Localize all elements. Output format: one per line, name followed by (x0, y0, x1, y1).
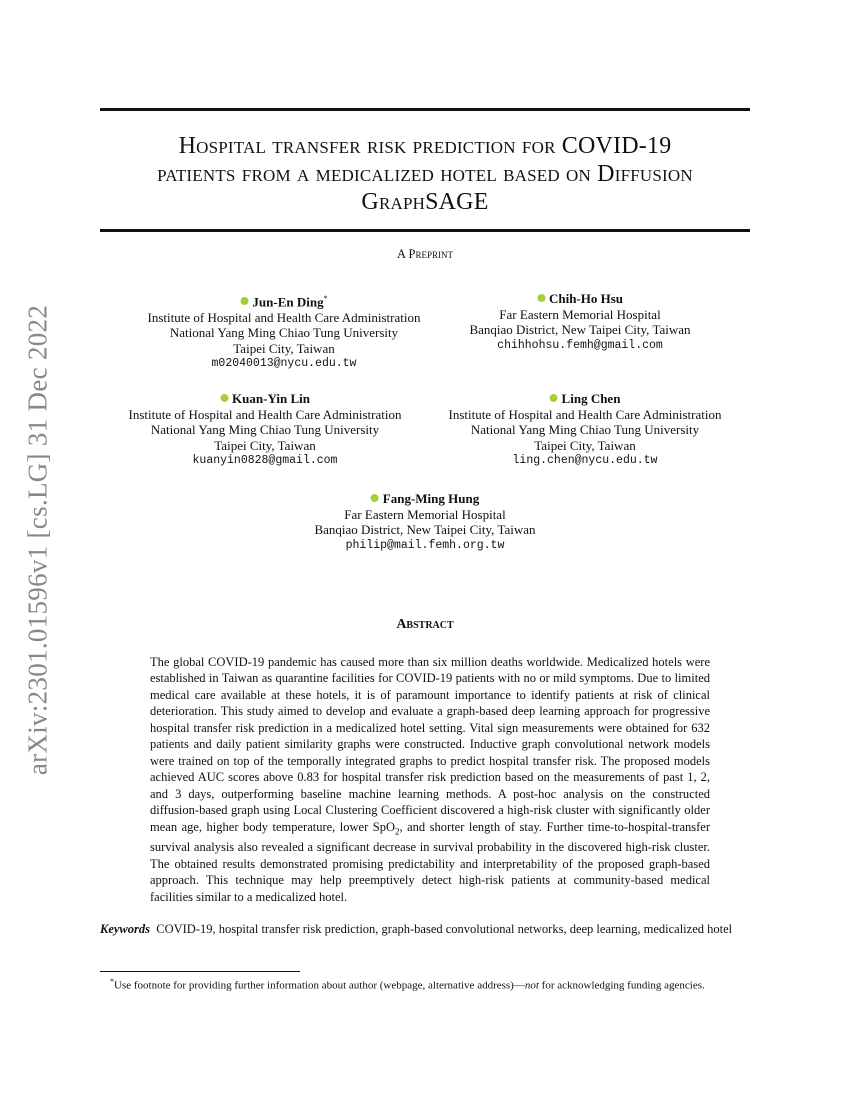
affiliation: Banqiao District, New Taipei City, Taiwan (469, 322, 691, 337)
keywords-text: COVID-19, hospital transfer risk prediction, graph-based convolutional networks, deep learning, medicalized hotel (156, 922, 733, 936)
author-email[interactable]: philip@mail.femh.org.tw (345, 538, 505, 552)
footnote-mark: * (323, 294, 328, 303)
arxiv-identifier: arXiv:2301.01596v1 [cs.LG] 31 Dec 2022 (22, 304, 53, 776)
author-block (314, 491, 535, 553)
footnote-rule (100, 971, 300, 972)
orcid-icon[interactable] (371, 494, 379, 502)
footnote-text: for acknowledging funding agencies. (538, 979, 705, 992)
affiliation: Far Eastern Memorial Hospital (499, 306, 661, 322)
footnote-text: Use footnote for providing further information about author (webpage, alternative address)— (114, 979, 525, 992)
title-line: patients from a medicalized hotel based on Diffusion (157, 161, 693, 187)
preprint-label: A Preprint (397, 247, 453, 261)
title-line: Hospital transfer risk prediction for COVID-19 (178, 133, 672, 159)
orcid-icon[interactable] (550, 394, 558, 402)
affiliation: Taipei City, Taiwan (534, 437, 636, 453)
author-block (148, 291, 421, 372)
orcid-icon[interactable] (220, 394, 228, 402)
author-name: Jun-En Ding (252, 294, 324, 310)
affiliation: National Yang Ming Chiao Tung University (470, 422, 700, 437)
affiliation: Far Eastern Memorial Hospital (344, 506, 506, 522)
top-rule (100, 108, 750, 111)
abstract-text: The global COVID-19 pandemic has caused more than six million deaths worldwide. Medicalized hotels were established in Taiwan as quarantine facilities for COVID-19 patients with no or mild symptoms. Due to limited medical care available at these hotels, it is of paramount importance to identify patients at risk of clinical deterioration. This study aimed to develop and evaluate a graph-based deep learning approach for progressive hospital transfer risk prediction in a medicalized hotel setting. Vital sign measurements were obtained for 632 patients and daily patient similarity graphs were constructed. Inductive graph convolutional network models were trained on top of the temporally integrated graphs to predict hospital transfer risk. The proposed models achieved AUC scores above 0.83 for hospital transfer risk prediction based on the measurements of past 1, 2, and 3 days, outperforming baseline machine learning methods. A post-hoc analysis on the constructed diffusion-based graph using Local Clustering Coefficient discovered a high-risk cluster with significantly older mean age, higher body temperature, lower SpO (150, 655, 710, 834)
keywords (100, 921, 750, 937)
affiliation: Banqiao District, New Taipei City, Taiwan (314, 522, 536, 537)
footnote-mark: * (110, 977, 114, 986)
author-name: Ling Chen (561, 391, 621, 406)
abstract-heading: Abstract (396, 617, 454, 632)
author-block (469, 291, 690, 353)
author-email[interactable]: ling.chen@nycu.edu.tw (512, 454, 658, 467)
author-email[interactable]: kuanyin0828@gmail.com (192, 454, 338, 467)
title-line: GraphSAGE (361, 189, 489, 215)
affiliation: Institute of Hospital and Health Care Administration (128, 406, 402, 422)
keywords-label: Keywords (100, 922, 150, 936)
bottom-rule (100, 229, 750, 232)
footnote-emphasis: not (524, 979, 539, 992)
author-block (449, 391, 722, 469)
abstract-body (150, 654, 710, 905)
orcid-icon[interactable] (537, 294, 545, 302)
affiliation: Taipei City, Taiwan (233, 340, 335, 356)
author-email[interactable]: m02040013@nycu.edu.tw (211, 357, 357, 371)
paper-title (100, 132, 750, 216)
author-name: Fang-Ming Hung (382, 491, 480, 506)
subscript: 2 (395, 826, 400, 837)
affiliation: Institute of Hospital and Health Care Administration (448, 406, 722, 422)
author-block (129, 391, 402, 469)
orcid-icon[interactable] (240, 297, 248, 305)
affiliation: Taipei City, Taiwan (214, 437, 316, 453)
affiliation: National Yang Ming Chiao Tung University (150, 422, 380, 437)
footnote (100, 975, 750, 993)
affiliation: Institute of Hospital and Health Care Administration (147, 309, 421, 325)
affiliation: National Yang Ming Chiao Tung University (169, 325, 399, 341)
author-name: Chih-Ho Hsu (548, 291, 624, 306)
author-name: Kuan-Yin Lin (232, 391, 310, 406)
abstract-text: , and shorter length of stay. Further time-to-hospital-transfer survival analysis also revealed a significant decrease in survival probability in the discovered high-risk cluster. The obtained results demonstrated promising predictability and interpretability of the proposed graph-based approach. This technique may help preemptively detect high-risk patients at community-based medical facilities similar to a medicalized hotel. (150, 819, 710, 904)
author-email[interactable]: chihhohsu.femh@gmail.com (497, 338, 663, 352)
